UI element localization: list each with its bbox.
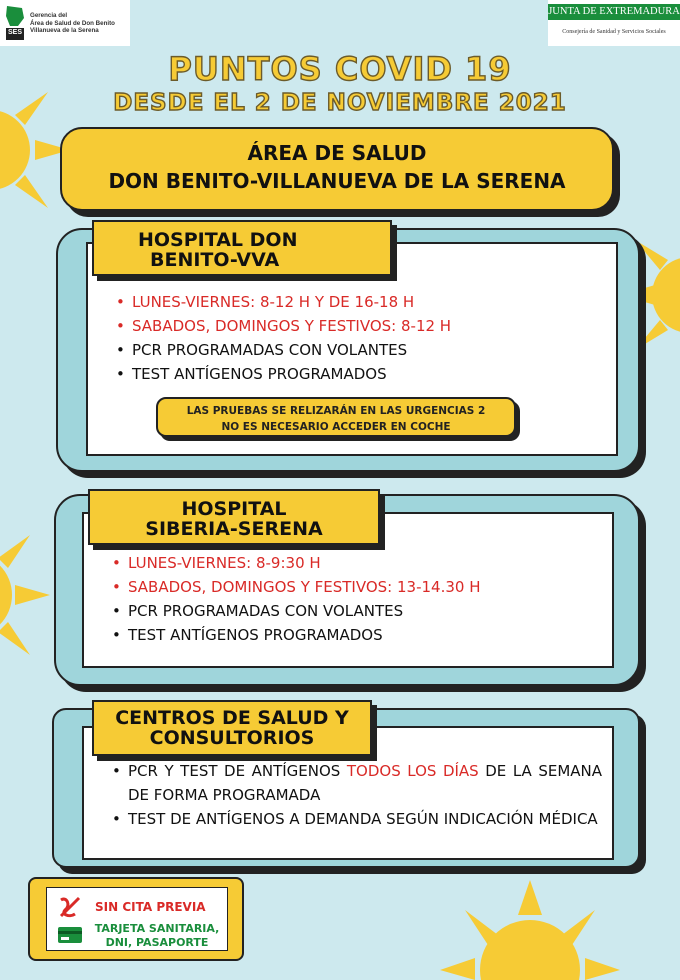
junta-logo — [548, 0, 680, 46]
centros-list — [112, 759, 602, 831]
note-line: NO ES NECESARIO ACCEDER EN COCHE — [221, 421, 451, 433]
list-item: • PCR PROGRAMADAS CON VOLANTES — [112, 599, 602, 623]
ses-abbrev: SES — [8, 29, 23, 36]
list-item: • TEST ANTÍGENOS PROGRAMADOS — [112, 623, 602, 647]
sin-cita-line: TARJETA SANITARIA, — [94, 922, 220, 935]
hospital1-label — [92, 220, 392, 276]
sin-cita-panel — [46, 887, 228, 951]
sin-cita-line: DNI, PASAPORTE — [105, 936, 209, 949]
note-line: LAS PRUEBAS SE RELIZARÁN EN LAS URGENCIAS 2 — [186, 405, 486, 417]
junta-name: JUNTA DE EXTREMADURA — [548, 4, 680, 20]
hospital2-label-line: SIBERIA-SERENA — [145, 518, 323, 540]
item-text: DE LA SEMANA DE FORMA PROGRAMADA — [128, 762, 603, 804]
extremadura-map-icon — [4, 4, 26, 42]
list-item: • SABADOS, DOMINGOS Y FESTIVOS: 8-12 H — [116, 314, 596, 338]
sin-cita-docs — [87, 922, 227, 950]
area-line1: ÁREA DE SALUD — [247, 141, 427, 165]
centros-label-line: CENTROS DE SALUD Y — [115, 707, 349, 729]
sin-cita-title: SIN CITA PREVIA — [95, 900, 206, 914]
hospital2-label — [88, 489, 380, 545]
centros-label — [92, 700, 372, 756]
list-item: • TEST DE ANTÍGENOS A DEMANDA SEGÚN INDICACIÓN MÉDICA — [112, 807, 602, 831]
hospital1-note — [156, 397, 516, 437]
list-item — [112, 759, 602, 807]
sun-icon — [0, 500, 50, 690]
sin-cita-badge — [28, 877, 244, 961]
id-card-icon — [57, 926, 83, 944]
main-title: PUNTOS COVID 19 — [168, 50, 512, 88]
ses-logo — [0, 0, 130, 46]
sun-icon — [430, 880, 630, 980]
ses-line: Gerencia del — [30, 12, 68, 19]
list-item: • SABADOS, DOMINGOS Y FESTIVOS: 13-14.30 H — [112, 575, 602, 599]
no-appointment-icon — [57, 896, 83, 920]
item-highlight: TODOS LOS DÍAS — [346, 762, 479, 780]
area-line2: DON BENITO-VILLANUEVA DE LA SERENA — [108, 169, 566, 193]
list-item: • TEST ANTÍGENOS PROGRAMADOS — [116, 362, 596, 386]
list-item: • LUNES-VIERNES: 8-12 H Y DE 16-18 H — [116, 290, 596, 314]
ses-text — [30, 12, 115, 35]
centros-label-line: CONSULTORIOS — [149, 727, 315, 749]
date-subtitle: DESDE EL 2 DE NOVIEMBRE 2021 — [113, 90, 567, 116]
hospital1-label-line: BENITO-VVA — [150, 249, 280, 271]
hospital2-list — [112, 551, 602, 647]
ses-line: Villanueva de la Serena — [30, 27, 99, 34]
item-text: PCR Y TEST DE ANTÍGENOS — [128, 762, 347, 780]
junta-sub: Consejería de Sanidad y Servicios Sociales — [562, 29, 666, 35]
ses-line: Área de Salud de Don Benito — [30, 19, 115, 27]
hospital1-label-line: HOSPITAL DON — [138, 229, 298, 251]
area-banner — [60, 127, 614, 211]
list-item: • PCR PROGRAMADAS CON VOLANTES — [116, 338, 596, 362]
hospital1-list — [116, 290, 596, 386]
hospital2-label-line: HOSPITAL — [181, 498, 287, 520]
list-item: • LUNES-VIERNES: 8-9:30 H — [112, 551, 602, 575]
